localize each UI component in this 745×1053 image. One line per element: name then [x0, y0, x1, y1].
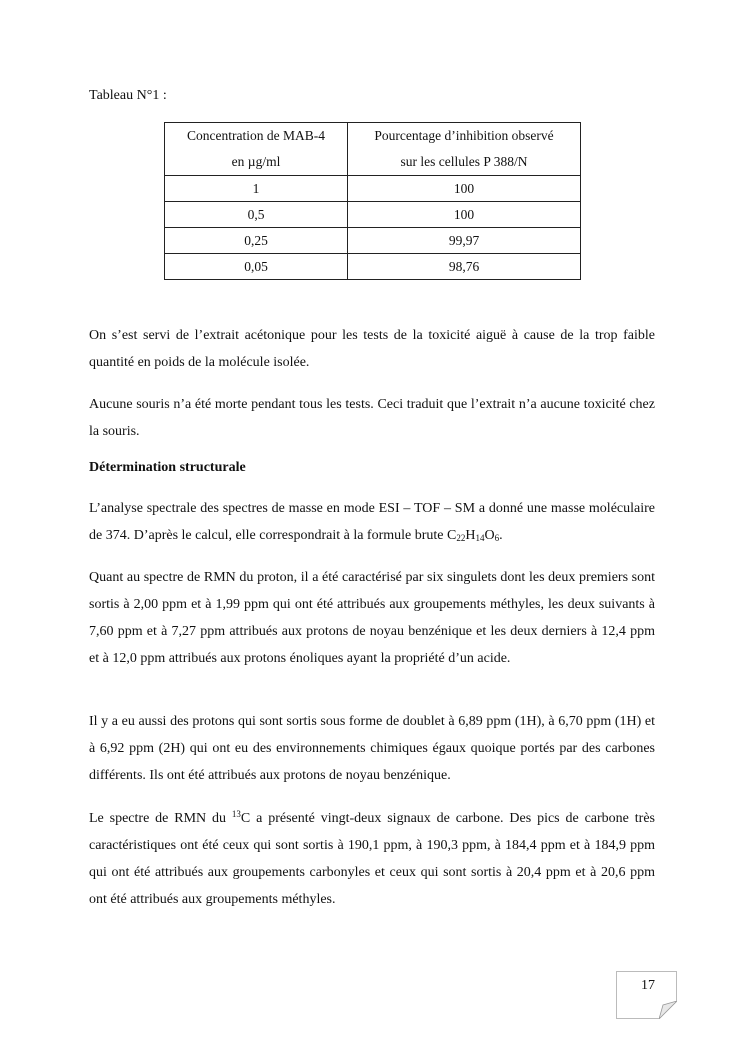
cell-inhibition: 98,76 — [348, 254, 581, 280]
table-row — [165, 228, 581, 254]
page-number: 17 — [641, 978, 655, 993]
cell-inhibition: 99,97 — [348, 228, 581, 254]
paragraph-carbon-nmr: Le spectre de RMN du $^{13}$C a présenté vingt-deux signaux de carbone. Des pics de carbone très caractéristiques ont été ceux qui sont sortis à 190,1 ppm, à 190,3 ppm, à 184,4 ppm et à 184,9 ppm qui ont été attribués aux groupements carbonyles et ceux qui sont sortis à 20,4 ppm et à 20,6 ppm ont été attribués aux groupements méthyles. — [89, 809, 655, 907]
table-row — [165, 202, 581, 228]
table-row — [165, 254, 581, 280]
section-heading: Détermination structurale — [89, 460, 246, 475]
inhibition-table — [164, 122, 581, 280]
page-number-box — [616, 971, 677, 1019]
cell-concentration: 0,5 — [165, 202, 348, 228]
cell-inhibition: 100 — [348, 202, 581, 228]
table-header-row — [165, 123, 581, 176]
cell-inhibition: 100 — [348, 176, 581, 202]
cell-concentration: 0,25 — [165, 228, 348, 254]
table-caption: Tableau N°1 : — [89, 88, 167, 103]
molecular-formula: $C_{22}H_{14}O_6$. — [447, 528, 503, 543]
paragraph-mass-spectrum: L’analyse spectrale des spectres de masse en mode ESI – TOF – SM a donné une masse moléculaire de 374. D’après le calcul, elle correspondrait à la formule brute $C_{22}H_{14}O_6$. — [89, 501, 655, 543]
paragraph-doublets: Il y a eu aussi des protons qui sont sortis sous forme de doublet à 6,89 ppm (1H), à 6,70 ppm (1H) et à 6,92 ppm (2H) qui ont eu des environnements chimiques égaux quoique portés par des carbones différents. Ils ont été attribués aux protons de noyau benzénique. — [89, 714, 655, 783]
header-concentration: Concentration de MAB-4 en µg/ml — [165, 123, 348, 176]
cell-concentration: 1 — [165, 176, 348, 202]
cell-concentration: 0,05 — [165, 254, 348, 280]
paragraph-toxicity-test: On s’est servi de l’extrait acétonique pour les tests de la toxicité aiguë à cause de la trop faible quantité en poids de la molécule isolée. — [89, 328, 655, 370]
folded-corner-icon — [659, 1001, 677, 1019]
header-inhibition: Pourcentage d’inhibition observé sur les cellules P 388/N — [348, 123, 581, 176]
paragraph-proton-nmr: Quant au spectre de RMN du proton, il a été caractérisé par six singulets dont les deux premiers sont sortis à 2,00 ppm et à 1,99 ppm qui ont été attribués aux groupements méthyles, les deux suivants à 7,60 ppm et à 7,27 ppm attribués aux protons de noyau benzénique et les deux derniers à 12,4 ppm et à 12,0 ppm attribués aux protons énoliques ayant la propriété d’un acide. — [89, 570, 655, 666]
table-row — [165, 176, 581, 202]
paragraph-mice-result: Aucune souris n’a été morte pendant tous les tests. Ceci traduit que l’extrait n’a aucune toxicité chez la souris. — [89, 397, 655, 439]
